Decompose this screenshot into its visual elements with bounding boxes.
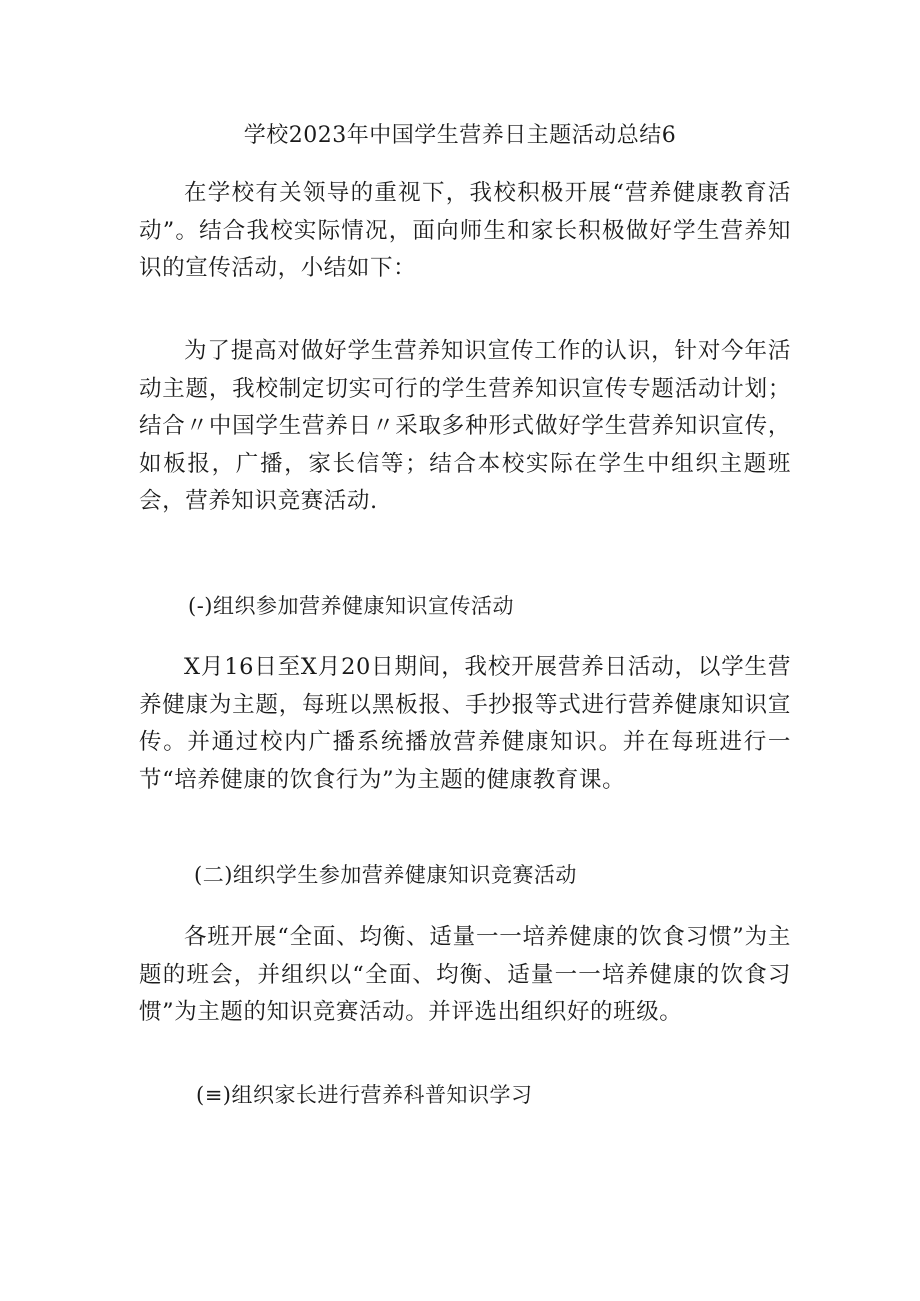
section-heading-1: (-)组织参加营养健康知识宣传活动 <box>188 594 514 618</box>
document-title: 学校2023年中国学生营养日主题活动总结6 <box>243 123 677 148</box>
intro-paragraph: 在学校有关领导的重视下，我校积极开展“营养健康教育活动”。结合我校实际情况，面向师生和家长积极做好学生营养知识的宣传活动，小结如下： <box>139 180 791 281</box>
section-heading-2: (二)组织学生参加营养健康知识竞赛活动 <box>194 863 577 887</box>
section-2-paragraph: 各班开展“全面、均衡、适量一一培养健康的饮食习惯”为主题的班会，并组织以“全面、均衡、适量一一培养健康的饮食习惯”为主题的知识竞赛活动。并评选出组织好的班级。 <box>139 924 791 1025</box>
section-heading-3: (≡)组织家长进行营养科普知识学习 <box>196 1083 533 1107</box>
section-1-paragraph: X月16日至X月20日期间，我校开展营养日活动，以学生营养健康为主题，每班以黑板报、手抄报等式进行营养健康知识宣传。并通过校内广播系统播放营养健康知识。并在每班进行一节“培养健康的饮食行为”为主题的健康教育课。 <box>139 654 791 793</box>
plan-paragraph: 为了提高对做好学生营养知识宣传工作的认识，针对今年活动主题，我校制定切实可行的学生营养知识宣传专题活动计划；结合〃中国学生营养日〃采取多种形式做好学生营养知识宣传，如板报，广播，家长信等；结合本校实际在学生中组织主题班会，营养知识竞赛活动. <box>139 338 791 514</box>
